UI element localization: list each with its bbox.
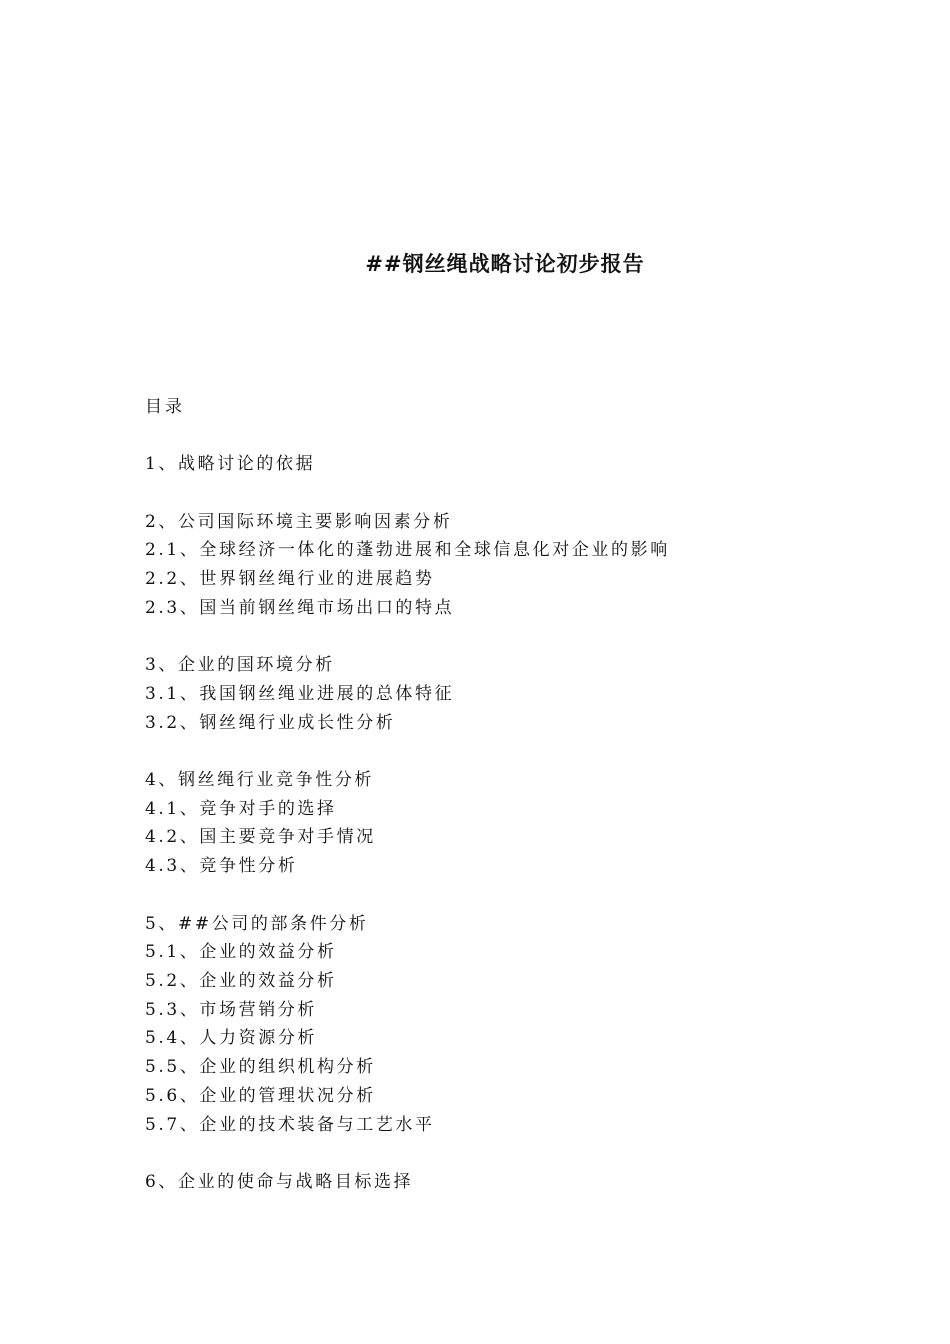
toc-entry: 1、战略讨论的依据: [145, 454, 316, 475]
toc-entry: 3.1、我国钢丝绳业进展的总体特征: [145, 683, 455, 704]
toc-entry: 6、企业的使命与战略目标选择: [145, 1171, 414, 1192]
toc-entry: 5.3、市场营销分析: [145, 999, 318, 1020]
toc-entry: 5.2、企业的效益分析: [145, 970, 337, 991]
toc-section-5: [145, 910, 845, 1140]
toc-entry: 4.2、国主要竞争对手情况: [145, 827, 376, 848]
toc-section-6: [145, 1168, 845, 1197]
toc-entry: 2.3、国当前钢丝绳市场出口的特点: [145, 597, 455, 618]
toc-section-3: [145, 651, 845, 737]
toc-entry: 4、钢丝绳行业竞争性分析: [145, 770, 375, 791]
toc-section-1: [145, 450, 845, 479]
toc-entry: 5.4、人力资源分析: [145, 1028, 318, 1049]
toc-entry: 2.2、世界钢丝绳行业的进展趋势: [145, 569, 435, 590]
toc-entry: 3.2、钢丝绳行业成长性分析: [145, 712, 396, 733]
toc-entry: 5.7、企业的技术装备与工艺水平: [145, 1114, 435, 1135]
toc-entry: 4.3、竞争性分析: [145, 856, 298, 877]
toc-section-2: [145, 508, 845, 623]
toc-entry: 5.5、企业的组织机构分析: [145, 1057, 376, 1078]
toc-section-4: [145, 766, 845, 881]
document-title: ##钢丝绳战略讨论初步报告: [365, 252, 645, 276]
toc-entry: 5、##公司的部条件分析: [145, 913, 369, 934]
toc-entry: 2.1、全球经济一体化的蓬勃进展和全球信息化对企业的影响: [145, 540, 670, 561]
table-of-contents: [145, 393, 845, 1225]
toc-entry: 5.1、企业的效益分析: [145, 942, 337, 963]
toc-heading: 目录: [145, 397, 185, 417]
toc-entry: 4.1、竞争对手的选择: [145, 798, 337, 819]
toc-entry: 5.6、企业的管理状况分析: [145, 1085, 376, 1106]
toc-entry: 2、公司国际环境主要影响因素分析: [145, 511, 453, 532]
toc-entry: 3、企业的国环境分析: [145, 655, 335, 676]
